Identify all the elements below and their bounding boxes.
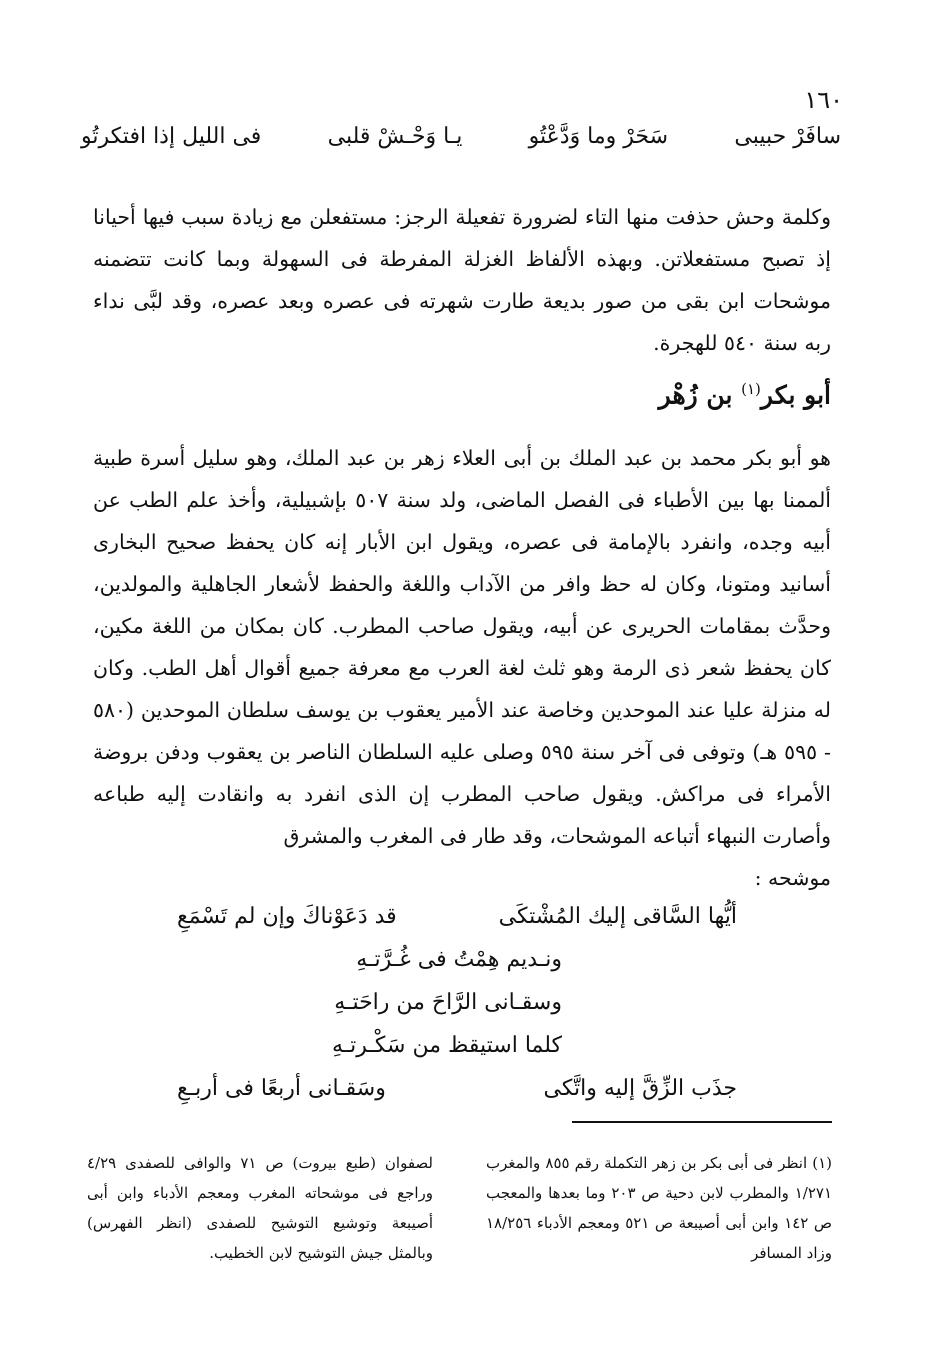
poem-line-5-left: وسَقـانى أربعًا فى أربـعِ bbox=[177, 1076, 386, 1101]
poem-line-3 bbox=[177, 981, 737, 1024]
poem-line-4-text: كلما استيقظ من سَكْـرتـهِ bbox=[331, 1033, 562, 1058]
paragraph-ibn-baqi: وكلمة وحش حذفت منها التاء لضرورة تفعيلة الرجز: مستفعلن مع زيادة سبب فيها أحيانا إذ تصبح مستفعلاتن. وبهذه الألفاظ الغزلة المفرطة فى السهولة وبما كانت تتضمنه موشحات ابن بقى من صور بديعة طارت شهرته فى عصره وبعد عصره، وقد لبَّى نداء ربه سنة ٥٤٠ للهجرة. bbox=[93, 205, 831, 355]
verse-part-3: يـا وَحْـشْ قلبى bbox=[327, 124, 463, 149]
paragraph-ibn-zuhr-body: هو أبو بكر محمد بن عبد الملك بن أبى العلاء زهر بن عبد الملك، وهو سليل أسرة طبية ألممنا بها بين الأطباء فى الفصل الماضى، ولد سنة ٥٠٧ بإشبيلية، وأخذ علم الطب عن أبيه وجده، وانفرد بالإمامة فى عصره، ويقول ابن الأبار إنه كان يحفظ صحيح البخارى أسانيد ومتونا، وكان له حظ وافر من الآداب واللغة والحفظ لأشعار الجاهلية والمولدين، وحدَّث بمقامات الحريرى عن أبيه، ويقول صاحب المطرب. كان بمكان من اللغة مكين، كان يحفظ شعر ذى الرمة وهو ثلث لغة العرب مع معرفة جميع أقوال أهل الطب. وكان له منزلة عليا عند الموحدين وخاصة عند الأمير يعقوب بن يوسف سلطان الموحدين (٥٨٠ - ٥٩٥ هـ) وتوفى فى آخر سنة ٥٩٥ وصلى عليه السلطان الناصر بن يعقوب ودفن بروضة الأمراء فى مراكش. ويقول صاحب المطرب إن الذى انفرد به وانقادت إليه طباعه وأصارت النبهاء أتباعه الموشحات، وقد طار فى المغرب والمشرق bbox=[93, 446, 832, 848]
heading-suffix: بن زُهْر bbox=[658, 380, 733, 410]
poem-line-1-left: قد دَعَوْناكَ وإن لم تَسْمَعِ bbox=[177, 904, 397, 929]
poem-line-1 bbox=[177, 895, 737, 938]
paragraph-ibn-zuhr-end: موشحه : bbox=[754, 866, 831, 890]
footnote-divider bbox=[572, 1121, 832, 1123]
poem-line-5 bbox=[177, 1067, 737, 1110]
verse-part-4: فى الليل إذا افتكرتُو bbox=[81, 124, 262, 149]
footnote-left-column: لصفوان (طبع بيروت) ص ٧١ والوافى للصفدى ٤/٢٩ وراجع فى موشحاته المغرب ومعجم الأدباء وابن أبى أصيبعة وتوشيع التوشيح للصفدى (انظر الفهرس) وبالمثل جيش التوشيح لابن الخطيب. bbox=[87, 1154, 433, 1262]
paragraph-ibn-zuhr bbox=[93, 437, 831, 899]
heading-prefix: أبو بكر bbox=[760, 380, 831, 410]
section-heading bbox=[659, 380, 831, 409]
footnote-right-column: (١) انظر فى أبى بكر بن زهر التكملة رقم ٨٥٥ والمغرب ١/٢٧١ والمطرب لابن دحية ص ٢٠٣ وما بعدها والمعجب ص ١٤٢ وابن أبى أصيبعة ص ٥٢١ ومعجم الأدباء ١٨/٢٥٦ وزاد المسافر bbox=[486, 1154, 833, 1262]
muwashshah-poem bbox=[177, 895, 737, 1110]
poem-line-5-right: جذَب الزِّقَّ إليه واتَّكى bbox=[543, 1076, 737, 1101]
poem-line-2 bbox=[177, 938, 737, 981]
footnotes bbox=[87, 1148, 832, 1268]
verse-part-2: سَحَرْ وما وَدَّعْتُو bbox=[528, 124, 669, 149]
verse-part-1: سافَرْ حبيبى bbox=[734, 124, 841, 149]
poem-line-2-text: ونـديم هِمْتُ فى غُـرَّتـهِ bbox=[356, 947, 562, 972]
footnote-marker: (١) bbox=[741, 380, 761, 398]
poem-line-3-text: وسقـانى الرَّاحَ من راحَتـهِ bbox=[334, 990, 562, 1015]
opening-verse bbox=[81, 124, 841, 149]
page-number: ١٦٠ bbox=[804, 86, 843, 114]
poem-line-4 bbox=[177, 1024, 737, 1067]
poem-line-1-right: أيُّها السَّاقى إليك المُشْتكَى bbox=[498, 904, 737, 929]
